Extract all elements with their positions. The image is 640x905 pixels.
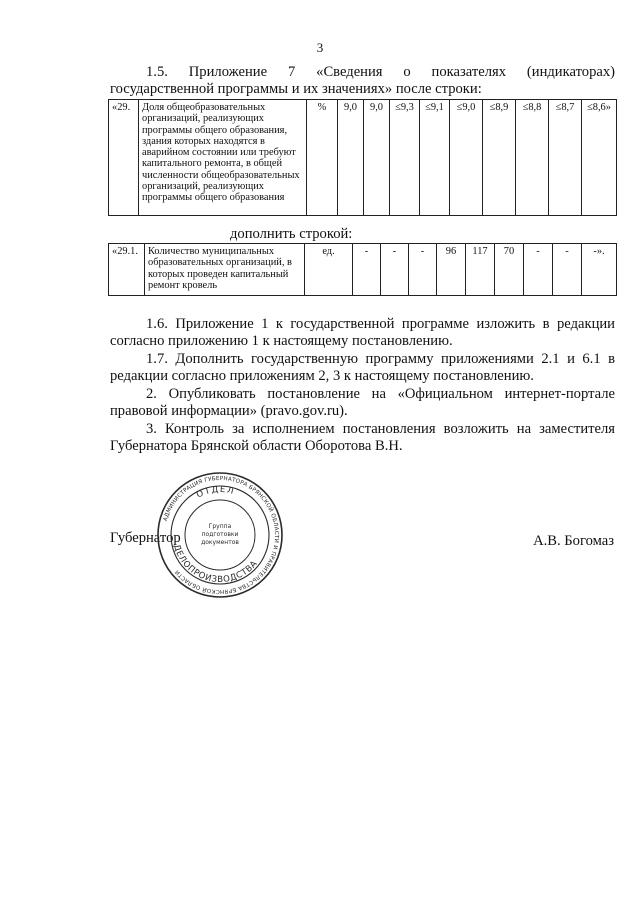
signatory-position: Губернатор — [110, 530, 181, 546]
paragraph-1-6: 1.6. Приложение 1 к государственной программе изложить в редакции согласно приложению 1 к настоящему постановлению. — [110, 316, 615, 349]
paragraph-2: 2. Опубликовать постановление на «Официальном интернет-портале правовой информации» (pravo.gov.ru). — [110, 386, 615, 419]
signatory-name: А.В. Богомаз — [533, 533, 614, 549]
stamp-seal — [155, 470, 285, 600]
value-cell: 9,0 — [338, 100, 364, 216]
value-cell: -». — [582, 244, 617, 296]
value-cell: - — [353, 244, 381, 296]
value-cell: - — [524, 244, 553, 296]
value-cell: ≤8,7 — [549, 100, 582, 216]
indicator-table-after — [108, 243, 617, 296]
value-cell: 70 — [495, 244, 524, 296]
stamp-top-word: ОТДЕЛ — [195, 484, 236, 501]
indicator-table-before — [108, 99, 617, 216]
unit-cell: ед. — [305, 244, 353, 296]
stamp-center-line-2: подготовки — [201, 531, 239, 538]
row-number: «29. — [109, 100, 139, 216]
paragraph-3: 3. Контроль за исполнением постановления возложить на заместителя Губернатора Брянской области Оборотова В.Н. — [110, 421, 615, 454]
value-cell: - — [553, 244, 582, 296]
value-cell: ≤8,9 — [483, 100, 516, 216]
value-cell: 117 — [466, 244, 495, 296]
svg-text:ОТДЕЛ — [195, 485, 236, 501]
value-cell: 96 — [437, 244, 466, 296]
stamp-center-line-1: Группа — [208, 523, 232, 530]
indicator-name: Доля общеобразовательных организаций, реализующих программы общего образования, здания которых находятся в аварийном состоянии или требуют капитального ремонта, в общей численности общеобразовательных организаций, реализующих программы общего образования — [139, 100, 307, 216]
value-cell: ≤9,3 — [390, 100, 420, 216]
unit-cell: % — [307, 100, 338, 216]
stamp-center-line-3: документов — [201, 539, 239, 546]
value-cell: ≤9,1 — [420, 100, 450, 216]
stamp-bottom-word: ДЕЛОПРОИЗВОДСТВА — [171, 543, 260, 586]
page-number: 3 — [316, 40, 324, 55]
value-cell: ≤8,6» — [582, 100, 617, 216]
add-row-label: дополнить строкой: — [230, 226, 353, 242]
paragraph-1-7: 1.7. Дополнить государственную программу приложениями 2.1 и 6.1 в редакции согласно приложениям 2, 3 к настоящему постановлению. — [110, 351, 615, 384]
value-cell: - — [381, 244, 409, 296]
official-stamp — [155, 470, 285, 600]
value-cell: ≤8,8 — [516, 100, 549, 216]
value-cell: 9,0 — [364, 100, 390, 216]
table-row — [109, 244, 617, 296]
value-cell: - — [409, 244, 437, 296]
intro-paragraph: 1.5. Приложение 7 «Сведения о показателях (индикаторах) государственной программы и их значениях» после строки: — [110, 64, 615, 97]
table-row — [109, 100, 617, 216]
row-number: «29.1. — [109, 244, 145, 296]
value-cell: ≤9,0 — [450, 100, 483, 216]
indicator-name: Количество муниципальных образовательных организаций, в которых проведен капитальный ремонт кровель — [145, 244, 305, 296]
stamp-outer-ring-text: АДМИНИСТРАЦИЯ ГУБЕРНАТОРА БРЯНСКОЙ ОБЛАСТИ И ПРАВИТЕЛЬСТВА БРЯНСКОЙ ОБЛАСТИ — [162, 475, 280, 595]
